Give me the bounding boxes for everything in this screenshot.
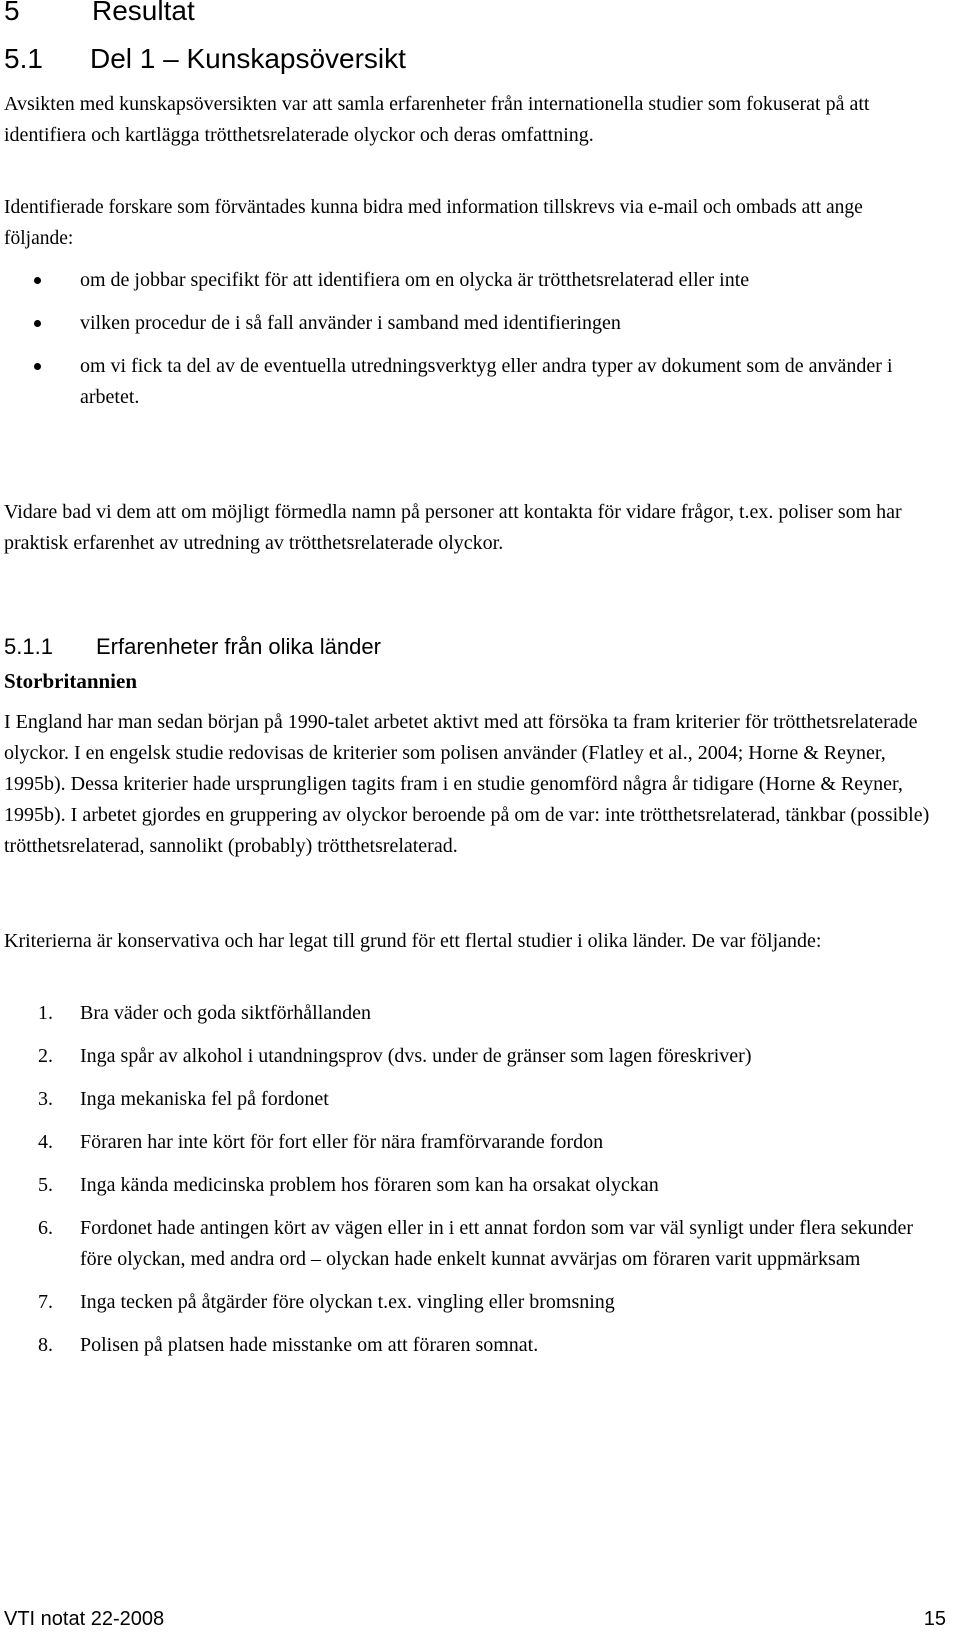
criteria-text: Fordonet hade antingen kört av vägen eller in i ett annat fordon som var väl synligt under flera sekunder före olyckan, med andra ord – olyckan hade enkelt kunnat avvärjas om föraren varit uppmärksam [80,1217,914,1270]
england-paragraph: I England har man sedan början på 1990-talet arbetet aktivt med att försöka ta fram kriterier för trötthetsrelaterade olyckor. I en engelsk studie redovisas de kriterier som polisen använder (Flatley et al., 2004; Horne & Reyner, 1995b). Dessa kriterier hade ursprungligen tagits fram i en studie genomförd några år tidigare (Horne & Reyner, 1995b). I arbetet gjordes en gruppering av olyckor beroende på om de var: inte trötthetsrelaterad, tänkbar (possible) trötthetsrelaterad, sannolikt (probably) trötthetsrelaterad. [4,711,930,857]
criteria-text: Inga kända medicinska problem hos föraren som kan ha orsakat olyckan [80,1174,659,1196]
criteria-number: 7. [38,1291,53,1313]
bullet-text: om de jobbar specifikt för att identifiera om en olycka är trötthetsrelaterad eller inte [80,269,750,291]
criteria-number: 2. [38,1045,53,1067]
subsection-heading [4,42,406,76]
criteria-item [0,1041,940,1072]
criteria-number: 6. [38,1217,53,1239]
section-heading [4,0,195,28]
criteria-text: Inga mekaniska fel på fordonet [80,1088,329,1110]
country-heading: Storbritannien [4,669,138,693]
criteria-item [0,1213,940,1275]
subsubsection-title: Erfarenheter från olika länder [96,634,381,659]
criteria-number: 1. [38,1002,53,1024]
footer-report-id: VTI notat 22-2008 [4,1608,165,1630]
criteria-number: 5. [38,1174,53,1196]
intro-paragraph: Avsikten med kunskapsöversikten var att samla erfarenheter från internationella studier som fokuserat på att identifiera och kartlägga trötthetsrelaterade olyckor och deras omfattning. [4,93,870,146]
bullet-item [0,265,940,296]
bullet-icon [34,320,41,327]
bullet-item [0,308,940,339]
bullet-icon [34,363,41,370]
section-number: 5 [4,0,20,26]
further-paragraph: Vidare bad vi dem att om möjligt förmedla namn på personer att kontakta för vidare frågor, t.ex. poliser som har praktisk erfarenhet av utredning av trötthetsrelaterade olyckor. [4,501,902,554]
criteria-number: 4. [38,1131,53,1153]
criteria-number: 3. [38,1088,53,1110]
criteria-text: Inga spår av alkohol i utandningsprov (dvs. under de gränser som lagen föreskriver) [80,1045,752,1067]
criteria-text: Bra väder och goda siktförhållanden [80,1002,372,1024]
section-title: Resultat [92,0,195,26]
bullet-text: vilken procedur de i så fall använder i samband med identifieringen [80,312,621,334]
criteria-text: Inga tecken på åtgärder före olyckan t.ex. vingling eller bromsning [80,1291,615,1313]
criteria-list [0,998,940,1361]
criteria-item [0,1084,940,1115]
subsection-title: Del 1 – Kunskapsöversikt [90,43,406,74]
criteria-text: Polisen på platsen hade misstanke om att föraren somnat. [80,1334,539,1356]
criteria-item [0,1330,940,1361]
footer-page-number: 15 [923,1608,946,1630]
criteria-item [0,1127,940,1158]
bullet-item [0,351,940,413]
subsection-number: 5.1 [4,43,43,74]
bullet-icon [34,277,41,284]
identified-paragraph: Identifierade forskare som förväntades kunna bidra med information tillskrevs via e-mail och ombads att ange följande: [4,197,863,249]
bullet-list [0,265,940,413]
subsubsection-number: 5.1.1 [4,634,53,659]
subsubsection-heading [4,632,381,662]
bullet-text: om vi fick ta del av de eventuella utredningsverktyg eller andra typer av dokument som de använder i arbetet. [80,355,893,408]
criteria-intro-paragraph: Kriterierna är konservativa och har legat till grund för ett flertal studier i olika länder. De var följande: [4,930,822,952]
criteria-number: 8. [38,1334,53,1356]
criteria-item [0,998,940,1029]
criteria-text: Föraren har inte kört för fort eller för nära framförvarande fordon [80,1131,604,1153]
criteria-item [0,1170,940,1201]
criteria-item [0,1287,940,1318]
